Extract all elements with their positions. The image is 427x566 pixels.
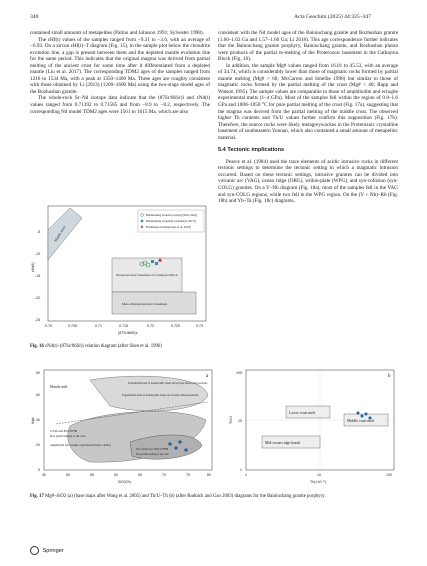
fig16-caption-label: Fig. 16 (30, 344, 44, 349)
figure-17b (226, 366, 398, 486)
fig17a-label-e: Pure partial melting of the crust (136, 453, 169, 456)
fig17a-xlabel: SiO2(%) (118, 480, 131, 484)
fig17b-morb-label: Mid-ocean ridge basalt (265, 441, 301, 445)
left-paragraph-2: The εHf(t) values of the samples ranged from −9.31 to −3.6, with an average of −6.93. On a zircon εHf(t)–T diagram (Fig. 15), in the sample plot below the chondrite evolution line, a gap is present between them and the depleted mantle evolution line for the same period. This indicates that the original magma was derived from partial melting of the ancient crust for some time after it differentiated from a depleted mantle (Liu et al. 2017). The corresponding TDM2 ages of the samples ranged from 1216 to 1534 Ma, with a peak at 1350–1400 Ma. These ages are roughly consistent with those obtained by Li (2013) (1200–1600 Ma) using the two-stage model ages of the Bozhushan granite. (30, 36, 210, 95)
fig17b-ytick: 1 (240, 468, 242, 472)
fig17b-sample-point (357, 412, 360, 415)
fig17-caption-text: Mg#–SiO2 (a) (base maps after Wang et al. 2005) and Th/U–Th (b) (after Rudnick and Gao 2003) diagrams for the Bainiuchang granite porphyry. (45, 494, 326, 499)
fig16-ylabel: εNd(t) (31, 262, 35, 272)
fig16-sample-point (151, 260, 154, 263)
fig17a-panel-label: a (206, 374, 209, 379)
fig17a-label-b: Pure partial melting of the crust (50, 435, 86, 438)
left-paragraph-3: The whole-rock Sr–Nd isotope data indicate that the (87Sr/86Sr)i and εNd(t) values ranged from 0.71392 to 0.71585 and from −8.9 to −8.2, respectively. The corresponding Nd model TDM2 ages were 1561 to 1615 Ma, which are also (30, 95, 210, 115)
fig17b-sample-point (365, 413, 368, 416)
fig16-xtick: 0.715 (119, 324, 128, 328)
section-title: 5.4 Tectonic implications (218, 147, 285, 154)
right-paragraph-1: consistent with the Nd model ages of the Bainiuchang granite and Bozhushan granite (1.60–1.62 Ga and 1.57–1.66 Ga; Li 2018). This age correspondence further indicates that the Bainiuchang granite porphyry, Bainiuchang granite, and Bozhushan pluton were products of the partial re-melting of the Proterozoic basement in the Cathaysia Block (Fig. 16). (218, 30, 398, 63)
publisher-name: Springer (42, 547, 64, 554)
publisher-footer (30, 546, 64, 555)
fig16-xtick: 0.71 (95, 324, 102, 328)
fig16-legend-marker-2 (141, 220, 143, 222)
fig16-ytick: -5 (37, 230, 41, 234)
fig16-legend-2: Bainiuchang Granite(Li granite(Li 2017)) (146, 219, 197, 224)
fig17a-ytick: 40 (36, 418, 40, 422)
left-paragraph-1: contained small amounts of metapelites (Patino and Johnson 1991; Sylvester 1998). (30, 30, 204, 36)
fig16-mantle-array-label: Mantle array (53, 224, 67, 243)
fig16-ytick: -25 (35, 318, 41, 322)
fig17b-sample-point (369, 417, 372, 420)
fig16-chart (30, 200, 210, 340)
fig17-caption (30, 494, 398, 500)
fig17a-xtick: 75 (186, 473, 190, 477)
fig17a-ytick: 80 (36, 371, 40, 375)
fig17a-xtick: 50 (66, 473, 70, 477)
fig17a-chart (30, 366, 216, 486)
fig16-ytick: -15 (35, 274, 41, 278)
fig17a-metabasalt-label: Experimental melt of metamorphic basalt and eclogite mixed with peridotite (128, 382, 208, 385)
fig17b-ytick: 10 (238, 419, 242, 423)
fig17b-ytick: 100 (236, 371, 242, 375)
fig17a-ytick: 60 (36, 393, 40, 397)
fig17a-label-d: 0.8~1.6GPa and 1000~1050℃ (136, 448, 169, 451)
fig17a-xtick: 80 (207, 473, 211, 477)
fig17a-xtick: 45 (42, 473, 46, 477)
fig17a-crust-melt-label: Experimental melts of metamorphic basalt and eclogite without peridotite (122, 394, 199, 397)
fig16-xtick: 0.725 (171, 324, 180, 328)
fig17a-label-a: 0.7GPa and 825~950℃ (50, 430, 77, 433)
fig17a-xtick: 70 (162, 473, 166, 477)
fig16-xtick: 0.72 (147, 324, 154, 328)
fig17b-lower-crust-label: Lower crust melt (289, 411, 315, 415)
fig17a-xtick: 65 (138, 473, 142, 477)
fig17a-sample-point (184, 448, 187, 451)
fig17a-ylabel: Mg# (31, 417, 35, 424)
fig17a-mantle-melt: Mantle melt (50, 385, 68, 389)
fig17b-xtick: 1 (245, 473, 247, 477)
fig16-xtick: 0.73 (196, 324, 203, 328)
fig17a-label-c: Amphibolite and eclogite experimental melt(1~4GPa) (50, 444, 111, 447)
fig16-ytick: -20 (35, 296, 41, 300)
fig17a-xtick: 55 (90, 473, 94, 477)
fig16-meso-label: Meso-Paleoproterozoic basement (122, 302, 168, 306)
figure-17a (30, 366, 216, 486)
fig17a-sample-point (168, 442, 171, 445)
fig17b-chart (226, 366, 398, 486)
fig16-ytick: -10 (35, 252, 41, 256)
fig16-legend-3: Bozhushan Granite(Chen et al. 2019) (146, 225, 191, 230)
fig17a-sample-point (174, 446, 177, 449)
fig17b-middle-crust-label: Middle crust melt (347, 419, 374, 423)
fig17a-ytick: 20 (36, 443, 40, 447)
left-column (30, 30, 210, 115)
journal-header: Acta Geochim (2025) 44:325–347 (294, 14, 371, 20)
figure-16 (30, 200, 210, 340)
fig16-neoproterozoic-label: Neoproterozoic basement of Cathaysia Block (116, 273, 178, 277)
fig16-sample-point (155, 262, 158, 265)
fig16-xtick: 0.705 (68, 324, 77, 328)
page-number: 340 (30, 14, 39, 20)
fig16-xlabel: (87Sr/86Sr)i (118, 331, 138, 335)
fig17b-xtick: 10 (317, 473, 321, 477)
fig17b-ylabel: Th/U (229, 416, 233, 424)
fig17a-sample-point (178, 440, 181, 443)
fig16-xtick: 0.70 (45, 324, 52, 328)
fig17a-ytick: 0 (38, 468, 40, 472)
right-paragraph-3: Pearce et al. (1984) used the trace elements of acidic intrusive rocks in different tectonic settings to determine the tectonic setting in which a magmatic intrusion occurred. Based on these tectonic settings, intrusive granites can be divided into volcanic arc (VAG), ocean ridge (ORG), within-plate (WPG), and syn-collision (syn-COLG) granites. On a Y–Nb diagram (Fig. 18a), most of the samples fell in the VAG and syn-COLG regions, while two fell in the WPG region. On the (Y + Nb)–Rb (Fig. 18b) and Yb–Ta (Fig. 18c) diagrams, (218, 158, 398, 205)
fig16-caption-text: εNd(t)–(87Sr/86Sr)i relation diagram (after Shen et al. 1996) (45, 344, 162, 349)
right-paragraph-2: In addition, the sample Mg# values ranged from 16.01 to 45.53, with an average of 34.74, which is considerably lower than those of magmatic rocks formed by partial mantle melting (Mg# > 60; McCarron and Smellie 1998) but similar to those of magmatic rocks formed by the partial melting of the crust (Mg# < 40; Rapp and Watson 1995). The sample values are comparable to those of amphibolite and eclogite experimental melts (1–4 GPa). Most of the samples fell within the region of 0.8–1.6 GPa and 1000–1050 °C for pure partial melting of the crust (Fig. 17a), suggesting that the magma was derived from the partial melting of the middle crust. The observed higher Th contents and Th/U values further confirm this supposition (Fig. 17b). Therefore, the source rocks were likely metagreywackes in the Proterozoic crystalline basement of southeastern Yunnan, which also contained a small amount of metapelitic material. (218, 62, 398, 141)
fig17-caption-label: Fig. 17 (30, 494, 44, 499)
springer-logo-icon (30, 546, 39, 555)
fig17b-panel-label: b (388, 374, 391, 379)
fig17b-sample-point (361, 415, 364, 418)
fig16-caption (30, 344, 210, 350)
fig16-legend-1: Bainiuchang Granite porphyry(This study) (146, 213, 198, 218)
fig17a-xtick: 60 (114, 473, 118, 477)
right-column (218, 30, 398, 205)
fig17b-xtick: 100 (386, 473, 392, 477)
fig17b-xlabel: Th(×10⁻⁶) (310, 480, 327, 484)
